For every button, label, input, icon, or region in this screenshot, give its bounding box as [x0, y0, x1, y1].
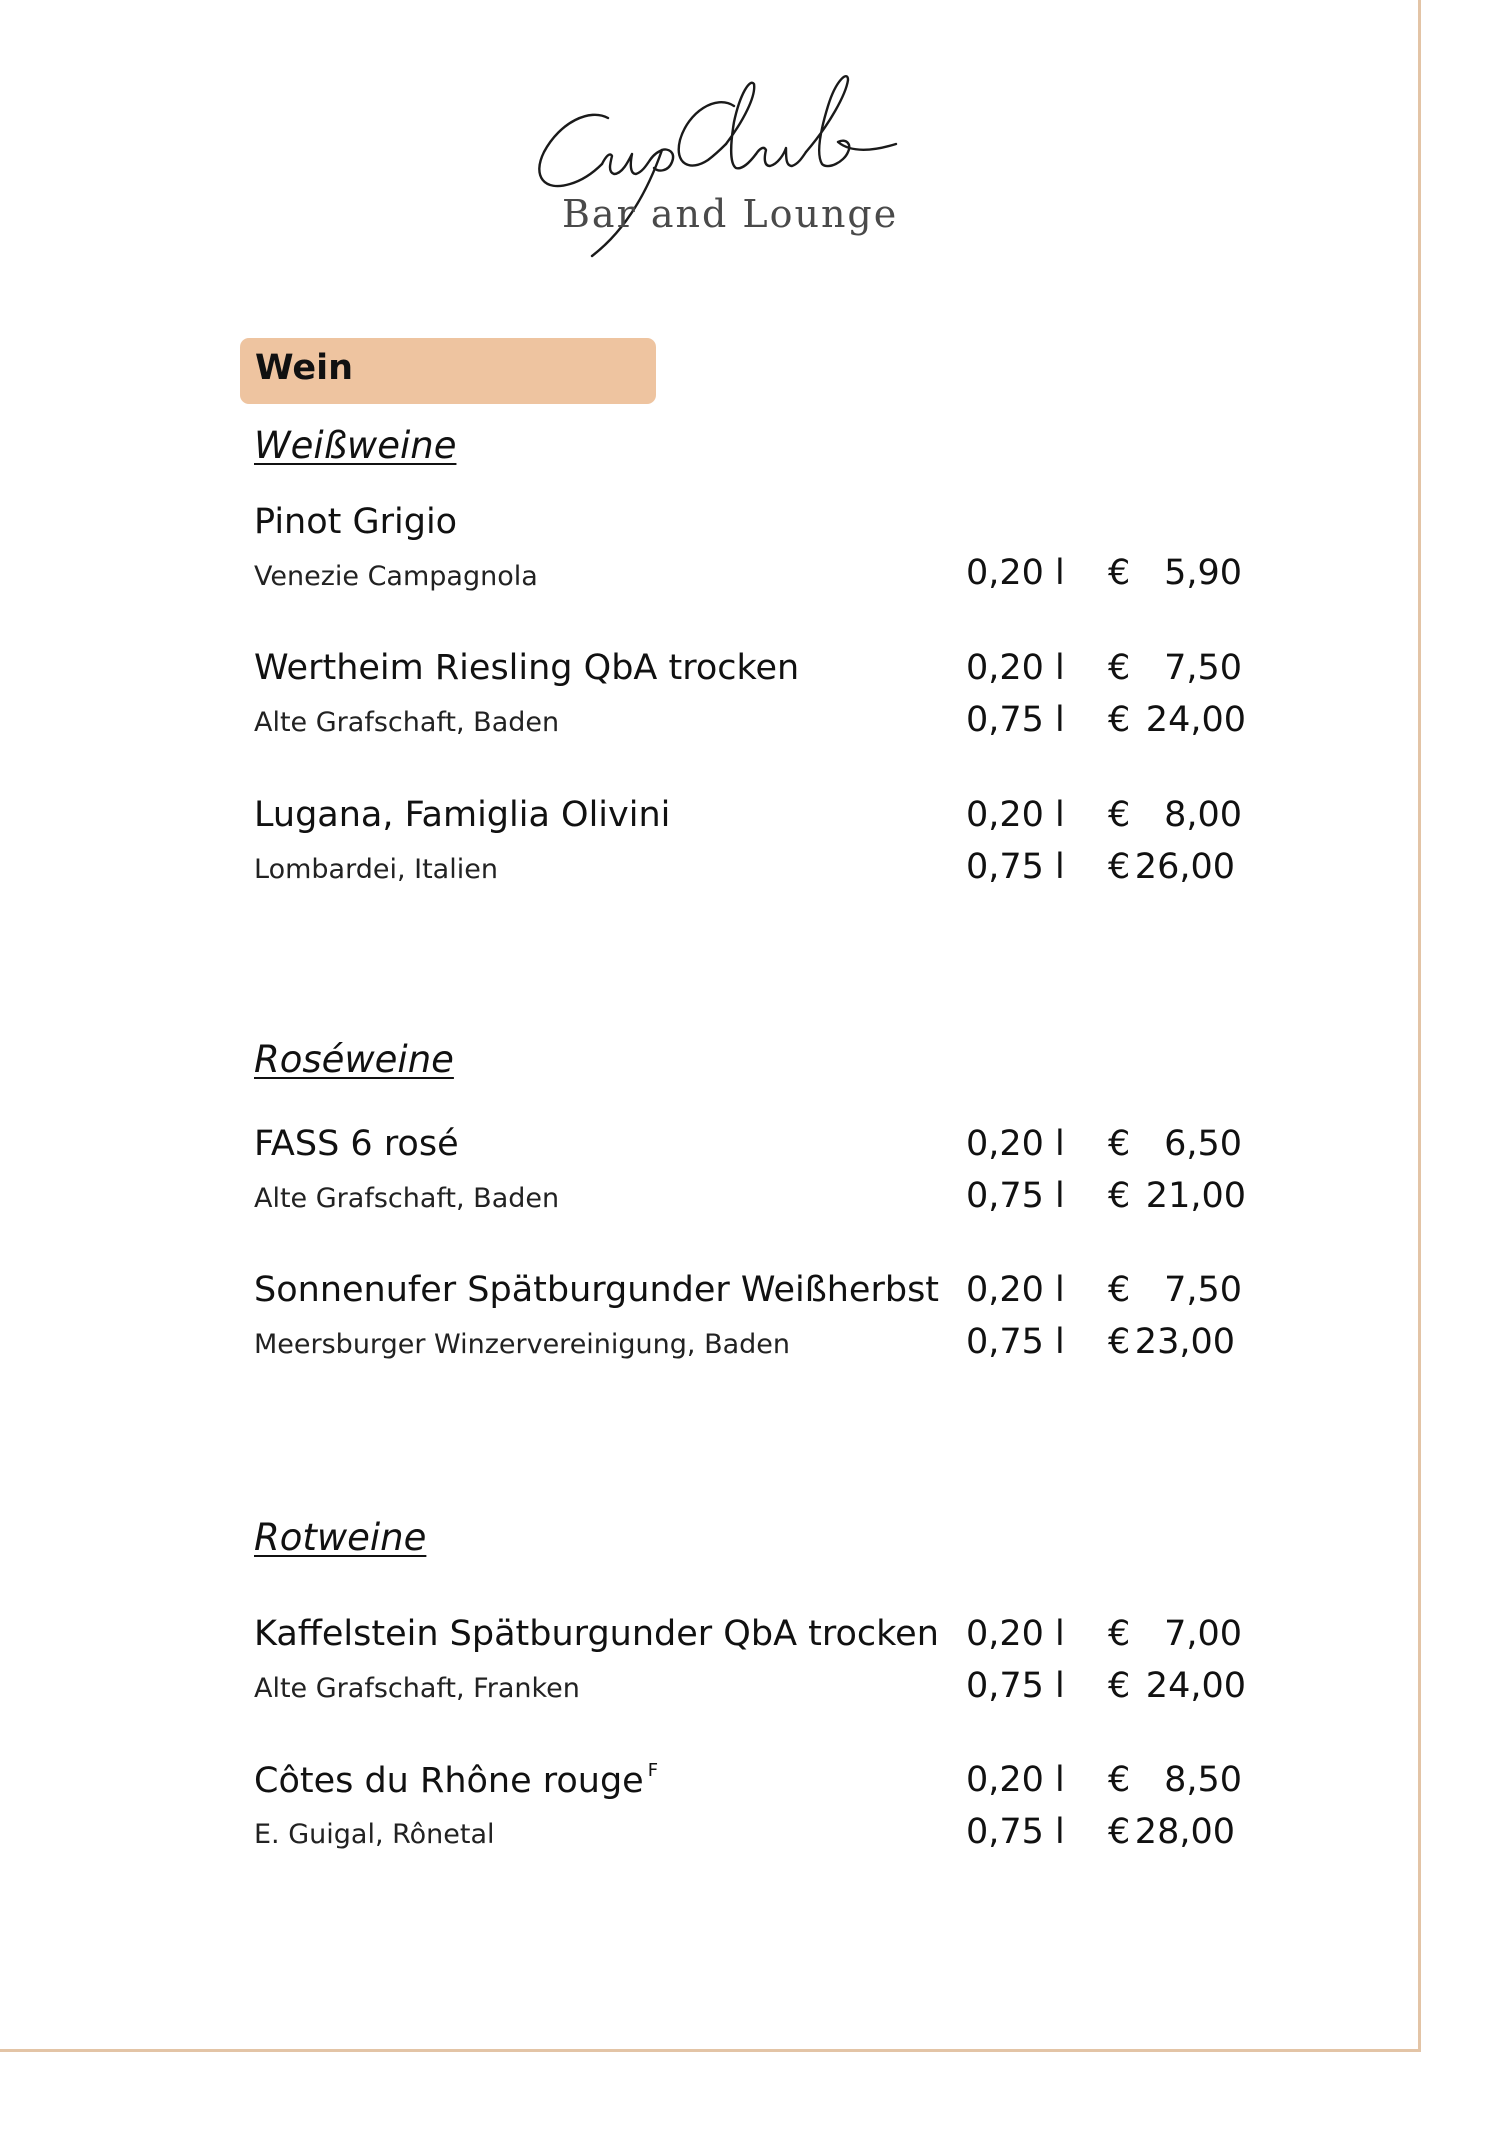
wine-price: 7,50 [1164, 1270, 1242, 1310]
currency-symbol: € [1108, 1176, 1131, 1216]
wine-price: 5,90 [1164, 553, 1242, 593]
wine-volume: 0,20 l [966, 553, 1065, 593]
currency-symbol: € [1108, 847, 1131, 887]
currency-symbol: € [1108, 1270, 1131, 1310]
wine-name: FASS 6 rosé [254, 1124, 459, 1164]
wine-name: Sonnenufer Spätburgunder Weißherbst [254, 1270, 940, 1310]
cupclub-logo [530, 60, 990, 270]
wine-name: Wertheim Riesling QbA trocken [254, 648, 800, 688]
wine-origin: Meersburger Winzervereinigung, Baden [254, 1329, 791, 1360]
wine-origin: Alte Grafschaft, Baden [254, 707, 560, 738]
wine-volume: 0,20 l [966, 795, 1065, 835]
page-frame-bottom [0, 2049, 1421, 2052]
currency-symbol: € [1108, 1760, 1131, 1800]
wine-origin: Venezie Campagnola [254, 561, 538, 592]
wine-volume: 0,75 l [966, 1812, 1065, 1852]
wine-price: 7,00 [1164, 1614, 1242, 1654]
currency-symbol: € [1108, 1666, 1131, 1706]
wine-name: Kaffelstein Spätburgunder QbA trocken [254, 1614, 939, 1654]
category-title-roseweine: Roséweine [254, 1038, 454, 1081]
wine-name: Lugana, Famiglia Olivini [254, 795, 671, 835]
wine-price: 7,50 [1164, 648, 1242, 688]
wine-origin: Alte Grafschaft, Franken [254, 1673, 580, 1704]
wine-volume: 0,20 l [966, 1270, 1065, 1310]
wine-name-text: Côtes du Rhône rouge [254, 1761, 644, 1801]
wine-volume: 0,75 l [966, 847, 1065, 887]
wine-volume: 0,20 l [966, 1614, 1065, 1654]
wine-volume: 0,20 l [966, 1124, 1065, 1164]
category-title-weissweine: Weißweine [254, 424, 457, 467]
wine-price: 8,00 [1164, 795, 1242, 835]
currency-symbol: € [1108, 1812, 1131, 1852]
wine-name: Pinot Grigio [254, 502, 458, 542]
wine-price: 26,00 [1134, 847, 1235, 887]
wine-origin: E. Guigal, Rônetal [254, 1819, 495, 1850]
wine-footnote-marker: F [647, 1760, 659, 1781]
currency-symbol: € [1108, 1322, 1131, 1362]
brand-subtitle: Bar and Lounge [562, 192, 899, 236]
wine-price: 23,00 [1134, 1322, 1235, 1362]
wine-price: 6,50 [1164, 1124, 1242, 1164]
currency-symbol: € [1108, 1124, 1131, 1164]
currency-symbol: € [1108, 648, 1131, 688]
section-header-wein [240, 338, 656, 404]
wine-volume: 0,20 l [966, 648, 1065, 688]
section-title: Wein [255, 348, 354, 388]
wine-price: 24,00 [1145, 1666, 1246, 1706]
currency-symbol: € [1108, 700, 1131, 740]
wine-origin: Lombardei, Italien [254, 854, 498, 885]
cupclub-script-logo-icon [530, 60, 990, 270]
currency-symbol: € [1108, 553, 1131, 593]
wine-volume: 0,20 l [966, 1760, 1065, 1800]
wine-volume: 0,75 l [966, 1176, 1065, 1216]
category-title-rotweine: Rotweine [254, 1516, 427, 1559]
wine-price: 24,00 [1145, 700, 1246, 740]
wine-volume: 0,75 l [966, 1666, 1065, 1706]
currency-symbol: € [1108, 1614, 1131, 1654]
wine-volume: 0,75 l [966, 700, 1065, 740]
wine-volume: 0,75 l [966, 1322, 1065, 1362]
wine-name [254, 1760, 658, 1801]
wine-origin: Alte Grafschaft, Baden [254, 1183, 560, 1214]
currency-symbol: € [1108, 795, 1131, 835]
wine-price: 8,50 [1164, 1760, 1242, 1800]
page-frame-right [1418, 0, 1421, 2052]
wine-price: 21,00 [1145, 1176, 1246, 1216]
wine-price: 28,00 [1134, 1812, 1235, 1852]
